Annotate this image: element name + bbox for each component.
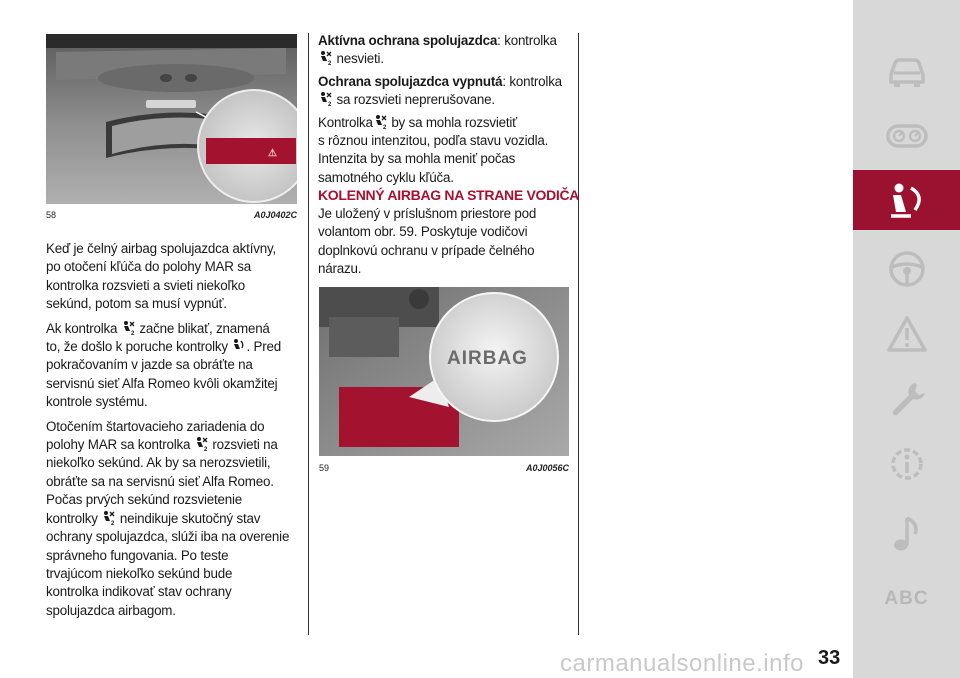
passenger-airbag-off-icon	[194, 436, 209, 452]
svg-text:2: 2	[130, 330, 134, 336]
airbag-seat-icon	[885, 180, 929, 220]
svg-text:2: 2	[328, 61, 332, 67]
steering-wheel-icon	[885, 249, 929, 289]
sidebar-item-technical-data[interactable]	[853, 435, 960, 493]
figure-58-number: 58	[46, 210, 57, 220]
svg-text:⚠: ⚠	[268, 148, 277, 159]
paragraph-protection-off: Ochrana spolujazdca vypnutá: kontrolka 2 sa rozsvieti neprerušovane.	[318, 73, 562, 108]
svg-text:2: 2	[328, 102, 332, 108]
left-column-text	[46, 240, 304, 626]
passenger-airbag-off-icon	[318, 91, 333, 107]
music-note-icon	[885, 514, 929, 554]
figure-59-caption	[319, 463, 569, 475]
passenger-airbag-off-icon	[318, 50, 333, 66]
knee-airbag-text: Je uložený v príslušnom priestore pod volantom obr. 59. Poskytuje vodičovi doplnkovú ochranu v prípade čelného nárazu.	[318, 206, 537, 277]
column-divider-1	[308, 33, 309, 635]
chapter-sidebar	[853, 0, 960, 678]
sidebar-item-car[interactable]	[853, 42, 960, 100]
airbag-warning-icon	[231, 338, 246, 354]
warning-triangle-icon	[885, 314, 929, 354]
sidebar-item-multimedia[interactable]	[853, 505, 960, 563]
figure-58-code: A0J0402C	[253, 210, 297, 220]
figure-59-illustration	[319, 287, 569, 456]
sidebar-item-emergency[interactable]	[853, 305, 960, 363]
passenger-airbag-off-icon	[121, 320, 136, 336]
figure-59-number: 59	[319, 463, 330, 473]
sidebar-item-dashboard[interactable]	[853, 107, 960, 165]
watermark: carmanualsonline.info	[560, 650, 804, 677]
svg-text:2: 2	[382, 124, 386, 130]
paragraph-protection-active: Aktívna ochrana spolujazdca: kontrolka 2 nesvieti.	[318, 33, 557, 67]
svg-text:2: 2	[111, 520, 115, 526]
dashboard-icon	[885, 116, 929, 156]
figure-58-caption	[46, 210, 297, 222]
paragraph-intensity: Kontrolka 2 by sa mohla rozsvietiť s rôznou intenzitou, podľa stavu vozidla. Intenzita by sa mohla meniť počas samotného cyklu kľúča.	[318, 114, 549, 185]
passenger-airbag-off-icon	[373, 114, 388, 130]
figure-59-image	[319, 287, 569, 456]
sidebar-item-maintenance[interactable]	[853, 370, 960, 428]
abc-index-label: ABC	[884, 588, 929, 609]
figure-58-illustration	[46, 34, 297, 204]
figure-59-code: A0J0056C	[525, 463, 569, 473]
sidebar-item-safety[interactable]	[853, 170, 960, 230]
svg-text:2: 2	[203, 447, 207, 453]
sidebar-item-driving[interactable]	[853, 240, 960, 298]
airbag-badge-label: AIRBAG	[447, 348, 528, 369]
right-column-text	[318, 32, 576, 193]
figure-58-image	[46, 34, 297, 204]
section-heading-knee-airbag: KOLENNÝ AIRBAG NA STRANE VODIČA	[318, 187, 580, 203]
paragraph-startup-check: Otočením štartovacieho zariadenia do polohy MAR sa kontrolka 2 rozsvieti na niekoľko sekúnd. Ak by sa nerozsvietili, obráťte sa na servisnú sieť Alfa Romeo. Počas prvých sekúnd rozsvietenie kontrolky 2 neindikuje skutočný stav ochrany spolujazdca, slúži iba na overenie správneho fungovania. Po teste trvajúcom niekoľko sekúnd bude kontrolka indikovať stav ochrany spolujazdca airbagom.	[46, 418, 290, 618]
page-number: 33	[818, 647, 841, 669]
paragraph-airbag-active: Keď je čelný airbag spolujazdca aktívny, po otočení kľúča do polohy MAR sa kontrolka rozsvieti a svieti niekoľko sekúnd, potom sa musí vypnúť.	[46, 241, 276, 312]
passenger-airbag-off-icon	[101, 510, 116, 526]
paragraph-warning-blink: Ak kontrolka 2 začne blikať, znamená to, že došlo k poruche kontrolky . Pred pokračovaním v jazde sa obráťte na servisnú sieť Alfa Romeo kvôli okamžitej kontrole systému.	[46, 320, 281, 410]
info-gear-icon	[885, 444, 929, 484]
column-divider-2	[578, 33, 579, 635]
car-icon	[885, 51, 929, 91]
wrench-icon	[885, 379, 929, 419]
sidebar-item-index[interactable]	[853, 570, 960, 628]
